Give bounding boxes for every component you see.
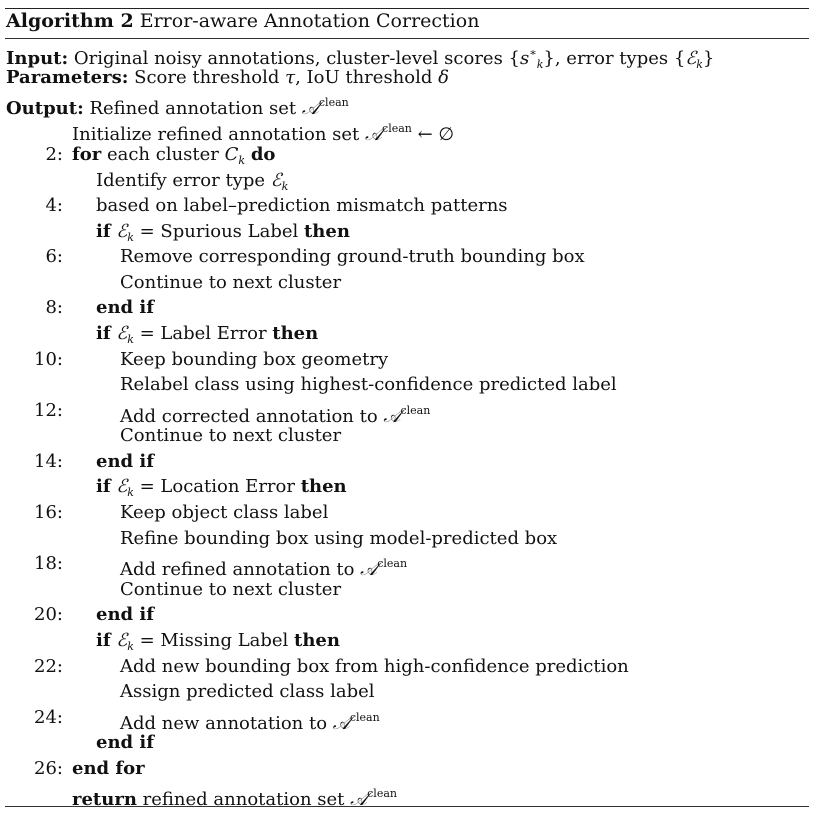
step-12: Add corrected annotation to 𝒜$^{clean}$	[120, 404, 431, 427]
step-23: Assign predicted class label	[120, 681, 375, 702]
line-number-18: 18:	[34, 553, 63, 574]
line-number-24: 24:	[34, 707, 63, 728]
step-15: if ℰ$_k$ = Location Error then	[96, 476, 347, 499]
step-10: Keep bounding box geometry	[120, 349, 389, 370]
line-number-8: 8:	[45, 297, 63, 318]
parameters-label: Parameters:	[6, 67, 129, 88]
step-6: Remove corresponding ground-truth bounding box	[120, 246, 585, 267]
step-27: return refined annotation set 𝒜$^{clean}$	[72, 787, 397, 810]
line-number-22: 22:	[34, 656, 63, 677]
step-21: if ℰ$_k$ = Missing Label then	[96, 630, 340, 653]
step-3: Identify error type ℰ$_k$	[96, 170, 289, 193]
input-text: Original noisy annotations, cluster-level scores $\{s^∗_k\}$, error types {ℰ$_k$}	[73, 46, 715, 71]
bottom-rule	[5, 806, 809, 807]
algorithm-name: Error-aware Annotation Correction	[139, 10, 480, 32]
step-1: Initialize refined annotation set 𝒜$^{clean}$ ← ∅	[72, 122, 455, 145]
algorithm-title	[6, 10, 479, 32]
step-11: Relabel class using highest-confidence predicted label	[120, 374, 617, 395]
step-13: Continue to next cluster	[120, 425, 342, 446]
line-number-26: 26:	[34, 758, 63, 779]
step-16: Keep object class label	[120, 502, 329, 523]
parameters-line	[6, 67, 449, 89]
parameters-text: Score threshold τ, IoU threshold δ	[134, 67, 449, 88]
line-number-16: 16:	[34, 502, 63, 523]
output-text: Refined annotation set 𝒜$^{clean}$	[89, 96, 349, 119]
step-7: Continue to next cluster	[120, 272, 342, 293]
step-5: if ℰ$_k$ = Spurious Label then	[96, 221, 350, 244]
step-20: end if	[96, 604, 154, 625]
algorithm-label: Algorithm 2	[6, 10, 134, 32]
step-9: if ℰ$_k$ = Label Error then	[96, 323, 319, 346]
step-4: based on label–prediction mismatch patterns	[96, 195, 508, 216]
step-19: Continue to next cluster	[120, 579, 342, 600]
step-14: end if	[96, 451, 154, 472]
input-label: Input:	[6, 48, 69, 69]
line-number-12: 12:	[34, 400, 63, 421]
step-18: Add refined annotation to 𝒜$^{clean}$	[120, 557, 408, 580]
output-label: Output:	[6, 98, 84, 119]
line-number-6: 6:	[45, 246, 63, 267]
line-number-20: 20:	[34, 604, 63, 625]
output-line	[6, 92, 349, 120]
step-17: Refine bounding box using model-predicted box	[120, 528, 558, 549]
step-25: end if	[96, 732, 154, 753]
line-number-2: 2:	[45, 144, 63, 165]
line-number-10: 10:	[34, 349, 63, 370]
line-number-14: 14:	[34, 451, 63, 472]
step-8: end if	[96, 297, 154, 318]
line-number-4: 4:	[45, 195, 63, 216]
top-rule	[5, 8, 809, 9]
step-2: for each cluster $C_k$ do	[72, 144, 276, 167]
header-rule	[5, 38, 809, 39]
step-26: end for	[72, 758, 145, 779]
step-24: Add new annotation to 𝒜$^{clean}$	[120, 711, 380, 734]
step-22: Add new bounding box from high-confidence prediction	[120, 656, 629, 677]
